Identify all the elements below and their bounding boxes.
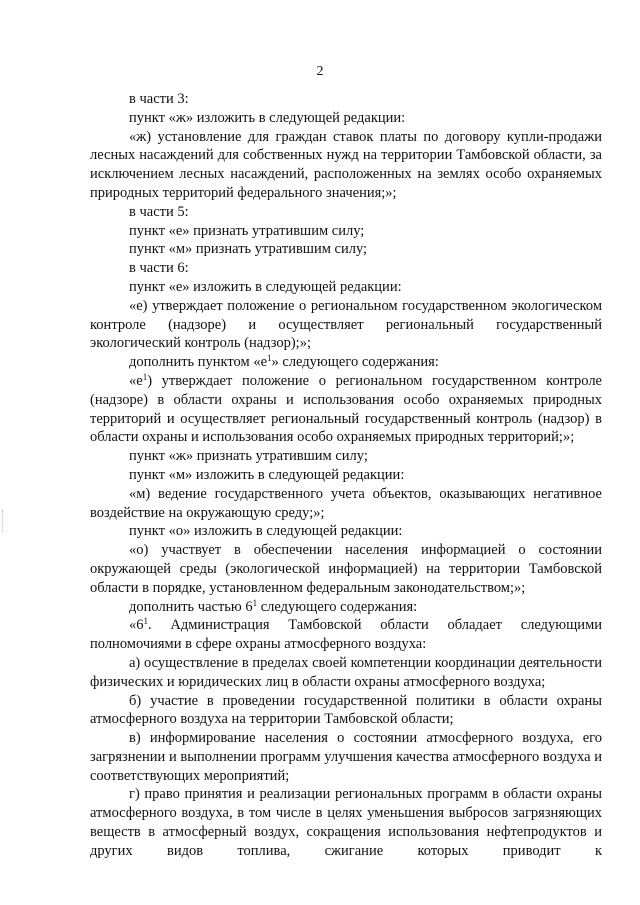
paragraph: пункт «ж» признать утратившим силу;	[129, 448, 368, 465]
superscript: 1	[142, 371, 148, 382]
paragraph: «ж) установление для граждан ставок платы по договору купли-продажи лесных насаждений для собственных нужд на территории Тамбовской области, за исключением лесных насаждений, расположенных на землях особо охраняемых природных территорий федерального значения;»;	[90, 128, 602, 201]
paragraph: г) право принятия и реализации региональных программ в области охраны атмосферного воздуха, в том числе в целях уменьшения выбросов загрязняющих веществ в атмосферный воздух, сокращения использования нефтепродуктов и других видов топлива, сжигание которых приводит к	[90, 786, 602, 859]
paragraph: пункт «е» изложить в следующей редакции:	[129, 278, 402, 295]
paragraph: в части 5:	[129, 203, 189, 220]
paragraph-text: дополнить частью 6	[129, 598, 253, 615]
paragraph: в) информирование населения о состоянии атмосферного воздуха, его загрязнении и выполнении программ улучшения качества атмосферного воздуха и соответствующих мероприятий;	[90, 730, 602, 784]
paragraph: пункт «о» изложить в следующей редакции:	[129, 523, 403, 540]
paragraph	[90, 372, 602, 447]
page-number: 2	[316, 64, 324, 79]
paragraph: а) осуществление в пределах своей компетенции координации деятельности физических и юридических лиц в области охраны атмосферного воздуха;	[90, 654, 602, 690]
paragraph: «о) участвует в обеспечении населения информацией о состоянии окружающей среды (экологической информацией) на территории Тамбовской области в порядке, установленном федеральным законодательством;»;	[90, 542, 602, 596]
paragraph: пункт «е» признать утратившим силу;	[129, 222, 365, 239]
paragraph-text: дополнить пунктом «е	[129, 354, 268, 371]
paragraph	[90, 616, 602, 654]
paragraph: б) участие в проведении государственной политики в области охраны атмосферного воздуха на территории Тамбовской области;	[90, 692, 602, 728]
paragraph-text: . Администрация Тамбовской области обладает следующими полномочиями в сфере охраны атмосферного воздуха:	[90, 617, 602, 653]
paragraph-text: «6	[129, 617, 144, 634]
paragraph	[90, 598, 602, 617]
paragraph-text: ) утверждает положение о региональном государственном контроле (надзоре) в области охраны и использования особо охраняемых природных территорий и осуществляет региональный государственный контроль (надзор) в области охраны и использования особо охраняемых природных территорий;»;	[90, 372, 602, 446]
paragraph: «е) утверждает положение о региональном государственном экологическом контроле (надзоре) и осуществляет региональный государственный экологический контроль (надзор);»;	[90, 297, 602, 352]
superscript: 1	[267, 353, 272, 364]
paragraph: пункт «м» изложить в следующей редакции:	[129, 466, 405, 483]
document-body	[90, 90, 602, 861]
paragraph-text: следующего содержания:	[257, 598, 418, 615]
paragraph-text: «е	[129, 372, 143, 389]
paragraph: в части 6:	[129, 260, 189, 277]
paragraph-text: » следующего содержания:	[271, 354, 439, 371]
paragraph: пункт «м» признать утратившим силу;	[129, 241, 368, 258]
paragraph	[90, 353, 602, 372]
margin-mark	[2, 510, 5, 532]
paragraph: «м) ведение государственного учета объектов, оказывающих негативное воздействие на окружающую среду;»;	[90, 485, 602, 521]
paragraph: пункт «ж» изложить в следующей редакции:	[129, 109, 406, 126]
paragraph: в части 3:	[129, 91, 189, 107]
superscript: 1	[143, 616, 148, 627]
superscript: 1	[252, 597, 258, 608]
